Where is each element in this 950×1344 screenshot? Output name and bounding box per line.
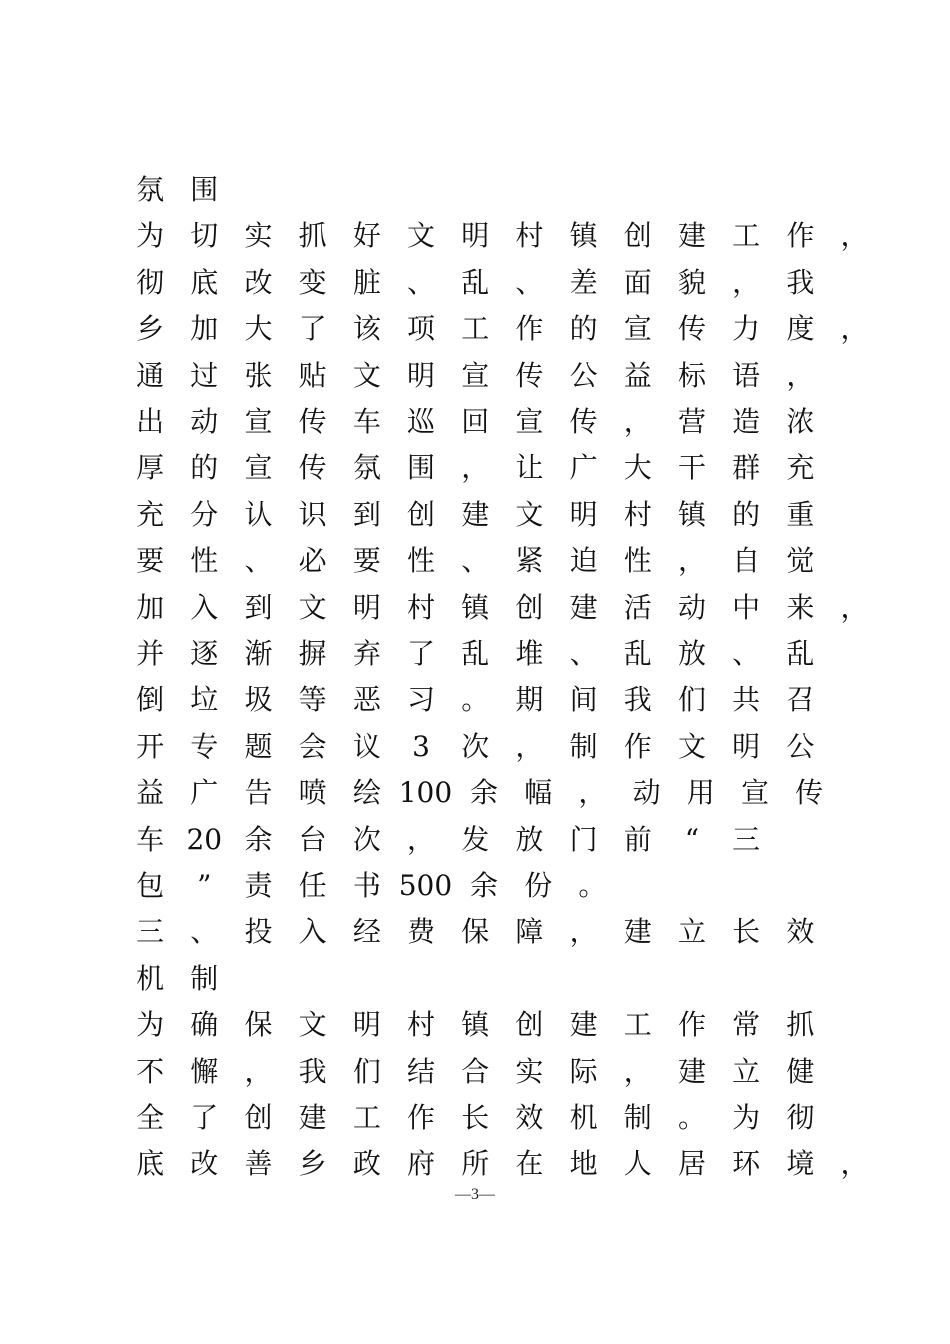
text-line: 倒 垃 圾 等 恶 习 。 期 间 我 们 共 召 xyxy=(136,683,815,717)
text-line: 全 了 创 建 工 作 长 效 机 制 。 为 彻 xyxy=(136,1101,815,1134)
page-number: —3— xyxy=(455,1186,495,1203)
text-line: 乡 加 大 了 该 项 工 作 的 宣 传 力 度 ， xyxy=(136,312,869,346)
text-line: 为 确 保 文 明 村 镇 创 建 工 作 常 抓 xyxy=(136,1008,815,1042)
text-line: 充 分 认 识 到 创 建 文 明 村 镇 的 重 xyxy=(136,497,815,531)
text-line: 底 改 善 乡 政 府 所 在 地 人 居 环 境 ， xyxy=(136,1147,869,1181)
text-line: 为 切 实 抓 好 文 明 村 镇 创 建 工 作 ， xyxy=(136,219,869,253)
text-line: 要 性 、 必 要 性 、 紧 迫 性 ， 自 觉 xyxy=(136,544,815,578)
text-line: 益 广 告 喷 绘 100 余 幅 ， 动 用 宣 传 xyxy=(136,776,824,810)
text-line: 三 、 投 入 经 费 保 障 ， 建 立 长 效 xyxy=(136,915,815,949)
text-line: 并 逐 渐 摒 弃 了 乱 堆 、 乱 放 、 乱 xyxy=(136,637,815,670)
text-line: 加 入 到 文 明 村 镇 创 建 活 动 中 来 ， xyxy=(136,590,869,624)
text-line: 开 专 题 会 议 3 次 ， 制 作 文 明 公 xyxy=(136,729,815,763)
text-line: 厚 的 宣 传 氛 围 ， 让 广 大 干 群 充 xyxy=(136,451,815,485)
text-line: 出 动 宣 传 车 巡 回 宣 传 ， 营 造 浓 xyxy=(136,405,815,438)
text-line: 彻 底 改 变 脏 、 乱 、 差 面 貌 ， 我 xyxy=(136,265,815,299)
text-line: 不 懈 ， 我 们 结 合 实 际 ， 建 立 健 xyxy=(136,1054,815,1088)
text-line: 包 ” 责 任 书 500 余 份 。 xyxy=(136,869,607,902)
text-line: 车 20 余 台 次 ， 发 放 门 前 “ 三 xyxy=(136,822,761,856)
text-line: 通 过 张 贴 文 明 宣 传 公 益 标 语 ， xyxy=(136,358,815,392)
text-line: 氛 围 xyxy=(136,173,219,206)
text-line: 机 制 xyxy=(136,961,219,995)
